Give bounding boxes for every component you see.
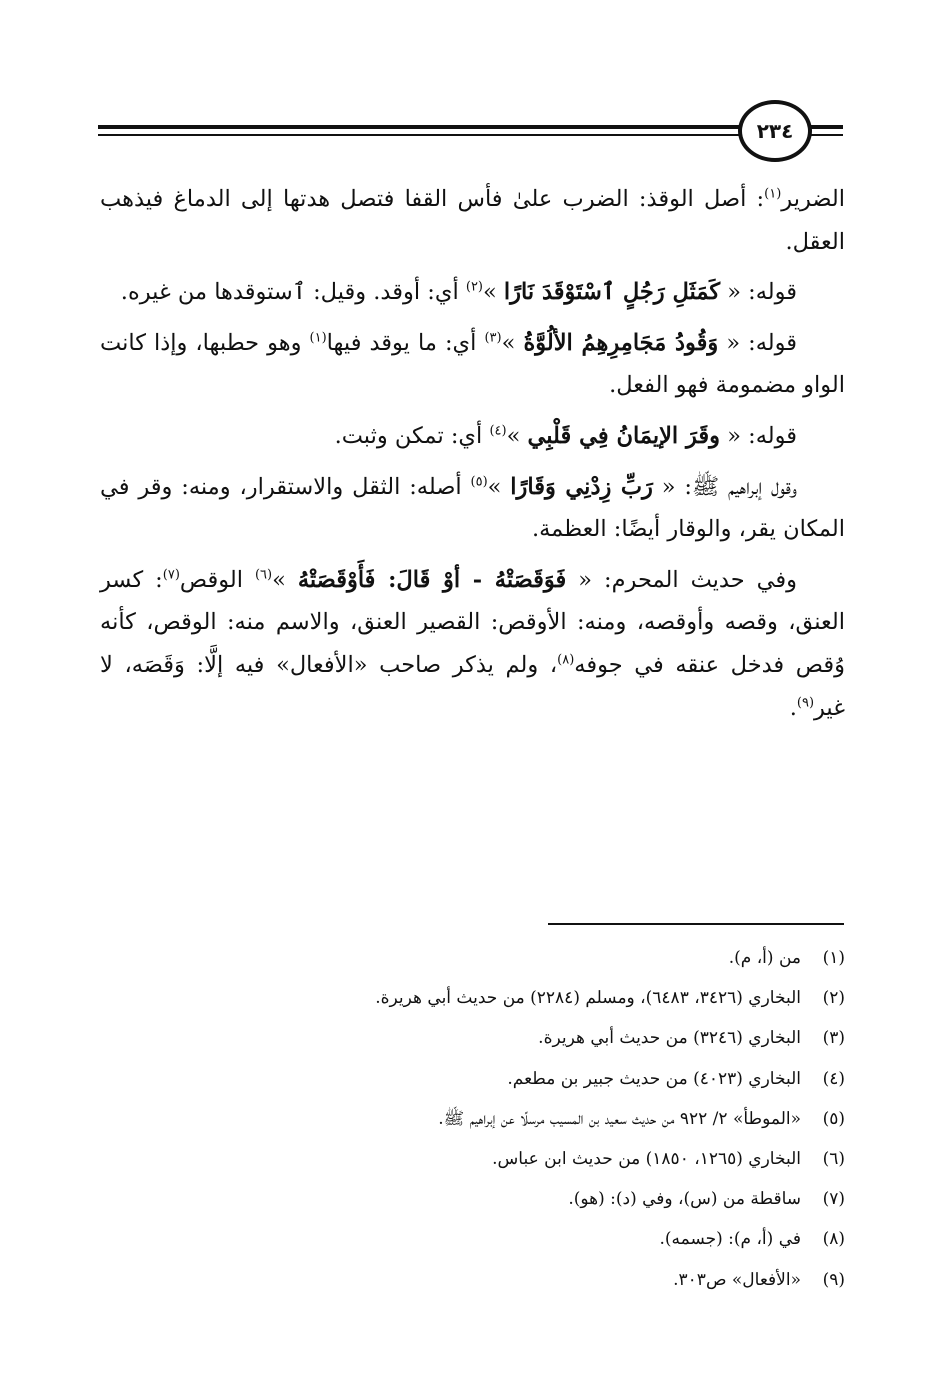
footnote-text: ساقطة من (س)، وفي (د): (هو). <box>568 1189 801 1210</box>
text-run: . <box>789 694 797 721</box>
footnote-text: «الموطأ» ٢/ ٩٢٢ من حديث سعيد بن المسيب مرسلًا عن إبراهيم ﷺ. <box>438 1108 801 1129</box>
text-run: » <box>483 279 504 306</box>
paragraph <box>100 322 845 407</box>
paragraph <box>100 178 845 263</box>
text-run: » <box>506 422 528 449</box>
text-run: أي: أوقد. وقيل: ٱستوقدها من غيره. <box>120 279 466 306</box>
text-run: أصله: الثقل والاستقرار، ومنه: وقر في المكان يقر، والوقار أيضًا: العظمة. <box>100 473 845 543</box>
header-rule-thin <box>98 134 743 136</box>
main-text <box>100 178 845 737</box>
footnote-item <box>100 1018 845 1058</box>
footnote-item <box>100 1099 845 1139</box>
footnote-number: (٤) <box>822 1068 845 1089</box>
text-run: الضرير <box>781 186 845 212</box>
footnote-text: من (أ، م). <box>728 948 801 968</box>
footnote-item <box>100 938 845 978</box>
text-run: قوله: « <box>720 422 797 449</box>
text-run: ، ولم يذكر صاحب «الأفعال» فيه إلَّا: وَقَصَه، لا غير <box>100 651 845 721</box>
footnote-number: (٣) <box>822 1028 845 1049</box>
header-rule-right-thin <box>810 134 843 136</box>
text-run: قوله: « <box>718 329 798 356</box>
footnote-number: (٢) <box>822 988 845 1009</box>
footnote-number: (٦) <box>822 1149 845 1170</box>
text-run: قوله: « <box>720 279 797 306</box>
text-run: » <box>501 329 524 356</box>
footnote-text: البخاري (٣٤٢٦، ٦٤٨٣)، ومسلم (٢٢٨٤) من حديث أبي هريرة. <box>375 988 801 1009</box>
footnote-separator <box>548 923 844 925</box>
footnote-ref: (١) <box>309 330 327 346</box>
text-run: أي: تمكن وثبت. <box>334 422 490 449</box>
paragraph <box>100 466 845 551</box>
footnote-ref: (٢) <box>465 279 483 295</box>
text-run: » <box>487 473 511 500</box>
footnote-ref: (١) <box>764 186 782 202</box>
footnote-text: في (أ، م): (جسمه). <box>659 1229 801 1250</box>
footnote-ref: (٣) <box>484 330 502 346</box>
footnote-ref: (٥) <box>470 474 488 490</box>
paragraph <box>100 415 845 458</box>
footnote-ref: (٨) <box>557 652 575 668</box>
footnote-item <box>100 1059 845 1099</box>
text-run: الوقص <box>179 566 255 593</box>
page-number: ٢٣٤ <box>756 119 794 143</box>
quoted-text: وقَرَ الإيمَانُ فِي قَلْبِي <box>527 422 721 449</box>
footnote-text: البخاري (٤٠٢٣) من حديث جبير بن مطعم. <box>507 1068 801 1089</box>
footnote-item <box>100 1260 845 1300</box>
footnote-number: (٥) <box>822 1108 845 1129</box>
footnote-ref: (٦) <box>254 567 273 583</box>
text-run: وقول إبراهيم ﷺ: « <box>652 473 797 500</box>
footnote-ref: (٩) <box>796 695 815 711</box>
footnote-number: (٧) <box>822 1189 845 1210</box>
footnote-text: البخاري (٣٢٤٦) من حديث أبي هريرة. <box>538 1028 801 1049</box>
text-run: : أصل الوقذ: الضرب علىٰ فأس القفا فتصل هدتها إلى الدماغ فيذهب العقل. <box>100 186 845 255</box>
footnote-number: (٨) <box>822 1229 845 1250</box>
quoted-text: رَبِّ زِدْنِي وَقَارًا <box>510 473 653 500</box>
paragraph <box>100 271 845 314</box>
footnote-number: (٩) <box>822 1269 845 1290</box>
paragraph <box>100 559 845 729</box>
quoted-text: وَقُودُ مَجَامِرِهِمُ الألُوَّةُ <box>523 329 719 356</box>
footnote-item <box>100 1179 845 1219</box>
text-run: وهو حطبها، وإذا كانت الواو مضمومة فهو الفعل. <box>100 329 845 399</box>
footnote-ref: (٤) <box>489 423 507 439</box>
header-rule-thick <box>98 125 743 129</box>
footnote-number: (١) <box>822 948 845 968</box>
footnote-ref: (٧) <box>162 567 180 583</box>
header-rule-right-thick <box>810 125 843 129</box>
text-run: وفي حديث المحرم: « <box>566 566 797 593</box>
page-number-badge <box>738 100 812 162</box>
text-run: : كسر العنق، وقصه وأوقصه، ومنه: الأوقص: القصير العنق، والاسم منه: الوقص، كأنه وُقص فدخل عنقه في جوفه <box>100 566 845 678</box>
footnote-item <box>100 1219 845 1259</box>
quoted-text: فَوَقَصَتْهُ - أوْ قَالَ: فَأَوْقَصَتْهُ <box>297 566 567 593</box>
text-run: أي: ما يوقد فيها <box>326 329 485 356</box>
text-run: » <box>272 566 298 593</box>
footnote-item <box>100 1139 845 1179</box>
page-header <box>98 98 843 168</box>
footnote-text: البخاري (١٢٦٥، ١٨٥٠) من حديث ابن عباس. <box>492 1149 801 1170</box>
footnotes <box>100 938 845 1300</box>
footnote-item <box>100 978 845 1018</box>
footnote-text: «الأفعال» ص٣٠٣. <box>673 1269 801 1290</box>
quoted-text: كَمَثَلِ رَجُلٍ ٱسْتَوْقَدَ نَارًا <box>503 279 721 306</box>
